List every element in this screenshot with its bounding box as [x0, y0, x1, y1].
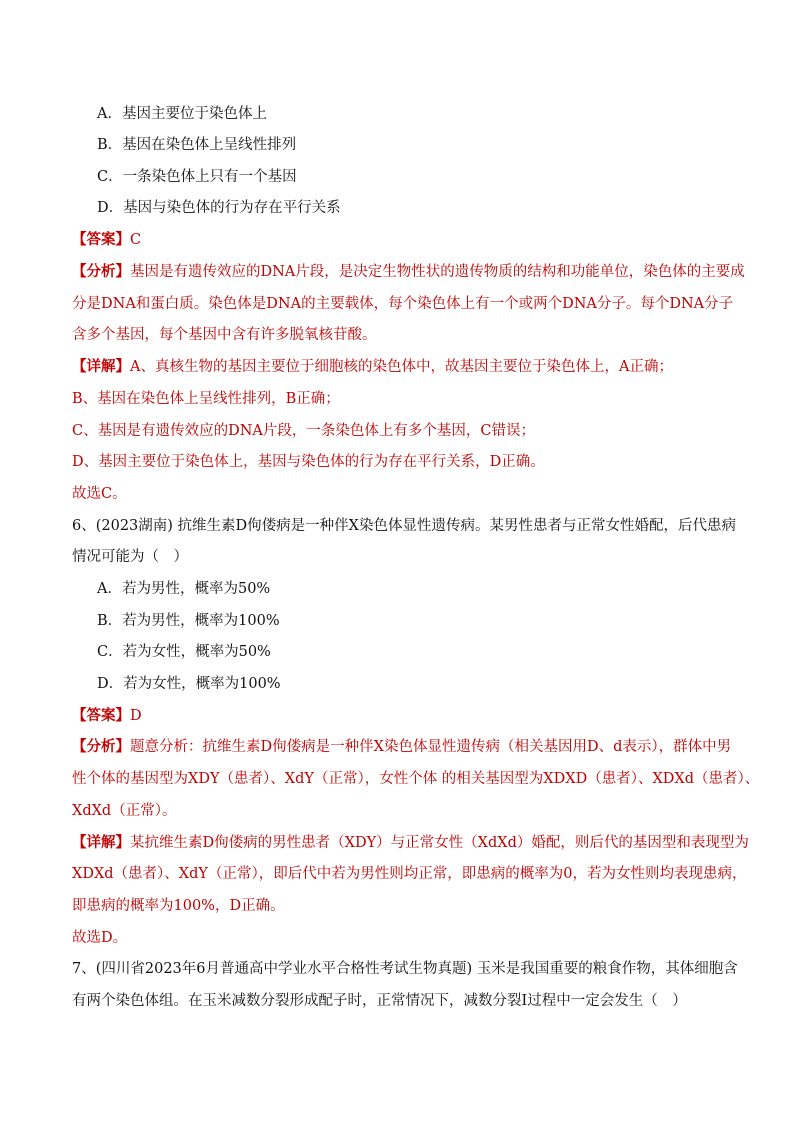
q6-conclusion: 故选D。: [72, 930, 128, 946]
q6-option-d: D．若为女性，概率为100%: [97, 676, 281, 692]
q5-detail-line-2: B、基因在染色体上呈线性排列，B正确；: [72, 391, 340, 407]
q6-analysis-line-2: 性个体的基因型为XDY（患者）、XdY（正常），女性个体 的相关基因型为XDXD（患者）、XDXd（患者）、: [72, 771, 760, 787]
q5-option-c: C．一条染色体上只有一个基因: [97, 169, 297, 185]
analysis-tag: 【分析】: [72, 263, 130, 280]
q6-detail-line-3: 即患病的概率为100%，D正确。: [72, 898, 285, 914]
answer-tag: 【答案】: [72, 707, 130, 724]
analysis-text: 基因是有遗传效应的DNA片段，是决定生物性状的遗传物质的结构和功能单位，染色体的主要成: [130, 264, 745, 280]
q5-option-b: B．基因在染色体上呈线性排列: [97, 137, 297, 153]
q6-option-b: B．若为男性，概率为100%: [97, 613, 280, 629]
answer-tag: 【答案】: [72, 231, 130, 248]
q5-analysis-line-3: 含多个基因，每个基因中含有许多脱氧核苷酸。: [72, 327, 377, 343]
q5-option-a: A．基因主要位于染色体上: [97, 106, 267, 122]
q5-detail-line-1: [72, 357, 673, 377]
q6-detail-line-1: [72, 833, 749, 853]
q5-analysis-line-1: [72, 262, 745, 282]
q5-analysis-line-2: 分是DNA和蛋白质。染色体是DNA的主要载体，每个染色体上有一个或两个DNA分子。每个DNA分子: [72, 296, 734, 312]
q7-stem-line-2: 有两个染色体组。在玉米减数分裂形成配子时，正常情况下，减数分裂Ⅰ过程中一定会发生（ ）: [72, 993, 687, 1009]
answer-value: C: [130, 232, 142, 248]
detail-tag: 【详解】: [72, 358, 130, 375]
q6-answer: [72, 706, 142, 726]
q6-analysis-line-3: XdXd（正常）。: [72, 803, 177, 819]
detail-tag: 【详解】: [72, 834, 130, 851]
q6-option-c: C．若为女性，概率为50%: [97, 644, 271, 660]
q5-answer: [72, 230, 141, 250]
detail-text: A、真核生物的基因主要位于细胞核的染色体中，故基因主要位于染色体上，A正确；: [130, 359, 673, 375]
q6-detail-line-2: XDXd（患者）、XdY（正常），即后代中若为男性则均正常，即患病的概率为0，若为女性则均表现患病，: [72, 866, 747, 882]
analysis-tag: 【分析】: [72, 738, 130, 755]
q5-detail-line-4: D、基因主要位于染色体上，基因与染色体的行为存在平行关系，D正确。: [72, 454, 545, 470]
q6-option-a: A．若为男性，概率为50%: [97, 581, 271, 597]
answer-value: D: [130, 708, 142, 724]
q5-conclusion: 故选C。: [72, 486, 127, 502]
q6-analysis-line-1: [72, 737, 731, 757]
q6-stem-line-2: 情况可能为（ ）: [72, 549, 188, 565]
analysis-text: 题意分析：抗维生素D佝偻病是一种伴X染色体显性遗传病（相关基因用D、d表示），群体中男: [130, 739, 732, 755]
q5-option-d: D．基因与染色体的行为存在平行关系: [97, 200, 341, 216]
q5-detail-line-3: C、基因是有遗传效应的DNA片段，一条染色体上有多个基因，C错误；: [72, 423, 535, 439]
q6-stem-line-1: 6、(2023湖南) 抗维生素D佝偻病是一种伴X染色体显性遗传病。某男性患者与正常女性婚配，后代患病: [72, 518, 736, 534]
detail-text: 某抗维生素D佝偻病的男性患者（XDY）与正常女性（XdXd）婚配，则后代的基因型和表现型为: [130, 835, 749, 851]
q7-stem-line-1: 7、(四川省2023年6月普通高中学业水平合格性考试生物真题) 玉米是我国重要的粮食作物，其体细胞含: [72, 961, 738, 977]
